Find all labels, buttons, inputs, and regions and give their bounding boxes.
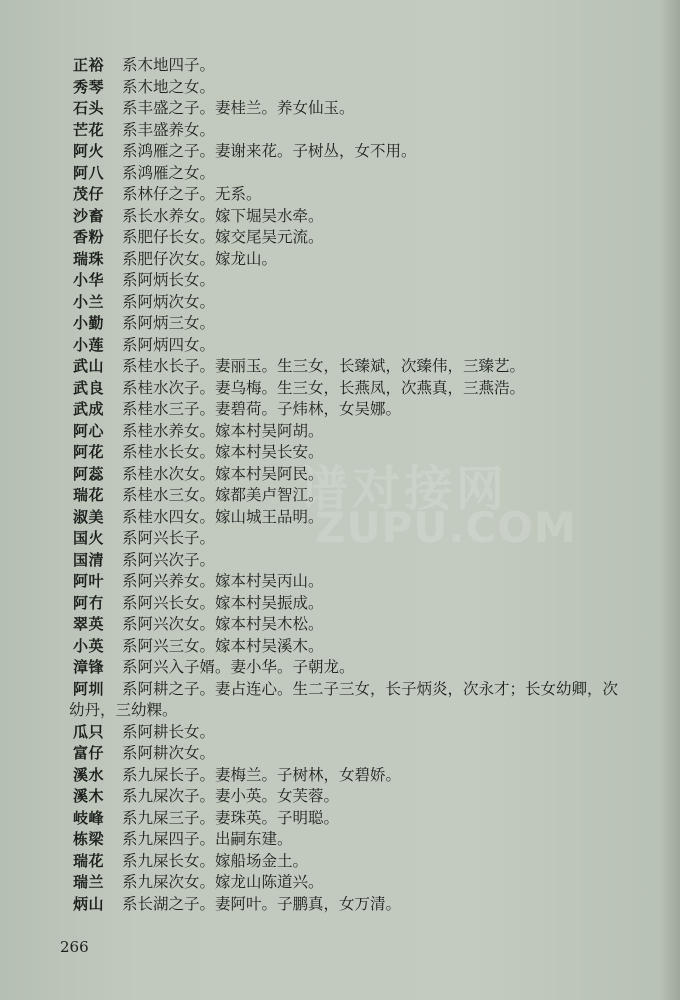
entry-person-name: 正裕 bbox=[73, 56, 105, 74]
entry-person-name: 芒花 bbox=[73, 120, 105, 139]
genealogy-entry-list bbox=[0, 55, 680, 915]
entry-description: 系阿炳次女。 bbox=[122, 292, 216, 311]
entry-person-name: 阿叶 bbox=[73, 572, 105, 590]
entry-description: 系阿耕长女。 bbox=[122, 722, 216, 741]
entry-description: 系桂水三子。妻碧荷。子炜林，女吴娜。 bbox=[122, 400, 402, 418]
entry-person-name: 阿冇 bbox=[73, 593, 105, 612]
genealogy-entry bbox=[0, 270, 680, 292]
genealogy-entry bbox=[0, 464, 680, 486]
entry-person-name: 阿八 bbox=[73, 163, 105, 182]
entry-person-name: 翠英 bbox=[73, 615, 105, 633]
genealogy-entry bbox=[0, 313, 680, 335]
genealogy-entry bbox=[0, 786, 680, 808]
genealogy-entry bbox=[0, 163, 680, 185]
entry-description: 系桂水次子。妻乌梅。生三女，长燕凤，次燕真，三燕浩。 bbox=[122, 378, 526, 397]
entry-person-name: 武成 bbox=[73, 400, 105, 418]
entry-person-name: 武山 bbox=[73, 357, 105, 375]
entry-description: 系鸿雁之子。妻谢来花。子树丛，女不用。 bbox=[122, 142, 417, 160]
entry-description: 系丰盛养女。 bbox=[122, 120, 216, 139]
watermark-english: ZUPU.COM bbox=[315, 503, 577, 552]
entry-description: 系九屎四子。出嗣东建。 bbox=[122, 830, 293, 848]
entry-description: 系肥仔次女。嫁龙山。 bbox=[122, 249, 278, 268]
genealogy-entry bbox=[0, 184, 680, 206]
entry-person-name: 阿圳 bbox=[73, 679, 105, 698]
genealogy-entry bbox=[0, 765, 680, 787]
entry-person-name: 小兰 bbox=[73, 292, 105, 311]
entry-description: 系长湖之子。妻阿叶。子鹏真，女万清。 bbox=[122, 894, 402, 913]
entry-description: 系鸿雁之女。 bbox=[122, 163, 216, 182]
entry-description: 系桂水养女。嫁本村吴阿胡。 bbox=[122, 421, 324, 440]
entry-person-name: 瑞花 bbox=[73, 486, 105, 504]
entry-person-name: 炳山 bbox=[73, 894, 105, 913]
watermark-chinese: 谱对接网 bbox=[300, 461, 509, 517]
genealogy-entry bbox=[0, 722, 680, 744]
genealogy-entry bbox=[0, 292, 680, 314]
genealogy-entry bbox=[0, 550, 680, 572]
entry-description: 系木地四子。 bbox=[122, 56, 216, 74]
genealogy-entry bbox=[0, 528, 680, 550]
entry-person-name: 岐峰 bbox=[73, 808, 105, 827]
genealogy-entry bbox=[0, 249, 680, 271]
genealogy-entry bbox=[0, 421, 680, 443]
entry-description: 系桂水次女。嫁本村吴阿民。 bbox=[122, 464, 324, 483]
entry-description: 系阿兴长女。嫁本村吴振成。 bbox=[122, 593, 324, 612]
genealogy-entry bbox=[0, 571, 680, 593]
genealogy-entry bbox=[0, 399, 680, 421]
genealogy-entry bbox=[0, 614, 680, 636]
entry-description: 系九屎次子。妻小英。女芙蓉。 bbox=[122, 787, 340, 805]
entry-person-name: 淑美 bbox=[73, 507, 105, 526]
entry-person-name: 茂仔 bbox=[73, 185, 105, 203]
genealogy-entry bbox=[0, 356, 680, 378]
entry-person-name: 小华 bbox=[73, 271, 105, 289]
entry-person-name: 小莲 bbox=[73, 335, 105, 354]
genealogy-entry bbox=[0, 442, 680, 464]
entry-description: 系阿兴次女。嫁本村吴木松。 bbox=[122, 615, 324, 633]
entry-person-name: 秀琴 bbox=[73, 77, 105, 96]
entry-person-name: 沙畜 bbox=[73, 206, 105, 225]
genealogy-entry bbox=[0, 335, 680, 357]
entry-description: 系阿耕之子。妻占连心。生二子三女，长子炳炎，次永才；长女幼卿，次幼丹，三幼粿。 bbox=[69, 679, 619, 719]
entry-person-name: 瑞花 bbox=[73, 851, 105, 870]
entry-person-name: 瑞珠 bbox=[73, 249, 105, 268]
entry-person-name: 香粉 bbox=[73, 228, 105, 246]
genealogy-entry bbox=[0, 743, 680, 765]
entry-description: 系丰盛之子。妻桂兰。养女仙玉。 bbox=[122, 99, 355, 117]
entry-description: 系肥仔长女。嫁交尾吴元流。 bbox=[122, 228, 324, 246]
entry-person-name: 小英 bbox=[73, 636, 105, 655]
genealogy-entry bbox=[0, 679, 680, 722]
genealogy-entry bbox=[0, 851, 680, 873]
entry-description: 系阿耕次女。 bbox=[122, 744, 216, 762]
entry-person-name: 溪水 bbox=[73, 765, 105, 784]
entry-person-name: 小勤 bbox=[73, 314, 105, 332]
entry-person-name: 富仔 bbox=[73, 744, 105, 762]
genealogy-entry bbox=[0, 378, 680, 400]
genealogy-entry bbox=[0, 593, 680, 615]
genealogy-entry bbox=[0, 98, 680, 120]
entry-description: 系九屎三子。妻珠英。子明聪。 bbox=[122, 808, 340, 827]
entry-person-name: 阿蕊 bbox=[73, 464, 105, 483]
entry-description: 系桂水四女。嫁山城王品明。 bbox=[122, 507, 324, 526]
entry-description: 系九屎次女。嫁龙山陈道兴。 bbox=[122, 873, 324, 891]
entry-description: 系阿炳长女。 bbox=[122, 271, 216, 289]
genealogy-entry bbox=[0, 872, 680, 894]
entry-description: 系林仔之子。无系。 bbox=[122, 185, 262, 203]
genealogy-entry bbox=[0, 808, 680, 830]
entry-person-name: 漳锋 bbox=[73, 658, 105, 676]
entry-description: 系阿兴入子婿。妻小华。子朝龙。 bbox=[122, 658, 355, 676]
entry-person-name: 石头 bbox=[73, 99, 105, 117]
entry-description: 系九屎长女。嫁船场金土。 bbox=[122, 851, 309, 870]
entry-description: 系桂水长女。嫁本村吴长安。 bbox=[122, 443, 324, 461]
genealogy-entry bbox=[0, 829, 680, 851]
entry-person-name: 阿心 bbox=[73, 421, 105, 440]
genealogy-entry bbox=[0, 507, 680, 529]
genealogy-entry bbox=[0, 894, 680, 916]
entry-person-name: 国清 bbox=[73, 550, 105, 569]
genealogy-entry bbox=[0, 227, 680, 249]
entry-description: 系长水养女。嫁下堀吴水牵。 bbox=[122, 206, 324, 225]
entry-description: 系木地之女。 bbox=[122, 77, 216, 96]
entry-person-name: 瓜只 bbox=[73, 722, 105, 741]
entry-description: 系阿炳三女。 bbox=[122, 314, 216, 332]
entry-person-name: 阿火 bbox=[73, 142, 105, 160]
entry-description: 系阿兴三女。嫁本村吴溪木。 bbox=[122, 636, 324, 655]
genealogy-entry bbox=[0, 77, 680, 99]
entry-description: 系阿兴长子。 bbox=[122, 529, 216, 547]
genealogy-entry bbox=[0, 636, 680, 658]
entry-description: 系桂水长子。妻丽玉。生三女，长臻斌，次臻伟，三臻艺。 bbox=[122, 357, 526, 375]
entry-person-name: 瑞兰 bbox=[73, 873, 105, 891]
genealogy-entry bbox=[0, 657, 680, 679]
genealogy-entry bbox=[0, 206, 680, 228]
entry-description: 系桂水三女。嫁都美卢智江。 bbox=[122, 486, 324, 504]
entry-person-name: 溪木 bbox=[73, 787, 105, 805]
genealogy-entry bbox=[0, 485, 680, 507]
page-number: 266 bbox=[60, 938, 89, 956]
genealogy-entry bbox=[0, 120, 680, 142]
entry-description: 系阿兴养女。嫁本村吴丙山。 bbox=[122, 572, 324, 590]
entry-person-name: 武良 bbox=[73, 378, 105, 397]
entry-person-name: 阿花 bbox=[73, 443, 105, 461]
entry-description: 系阿炳四女。 bbox=[122, 335, 216, 354]
entry-description: 系九屎长子。妻梅兰。子树林，女碧娇。 bbox=[122, 765, 402, 784]
genealogy-entry bbox=[0, 141, 680, 163]
entry-person-name: 栋梁 bbox=[73, 830, 105, 848]
entry-person-name: 国火 bbox=[73, 529, 105, 547]
genealogy-entry bbox=[0, 55, 680, 77]
entry-description: 系阿兴次子。 bbox=[122, 550, 216, 569]
